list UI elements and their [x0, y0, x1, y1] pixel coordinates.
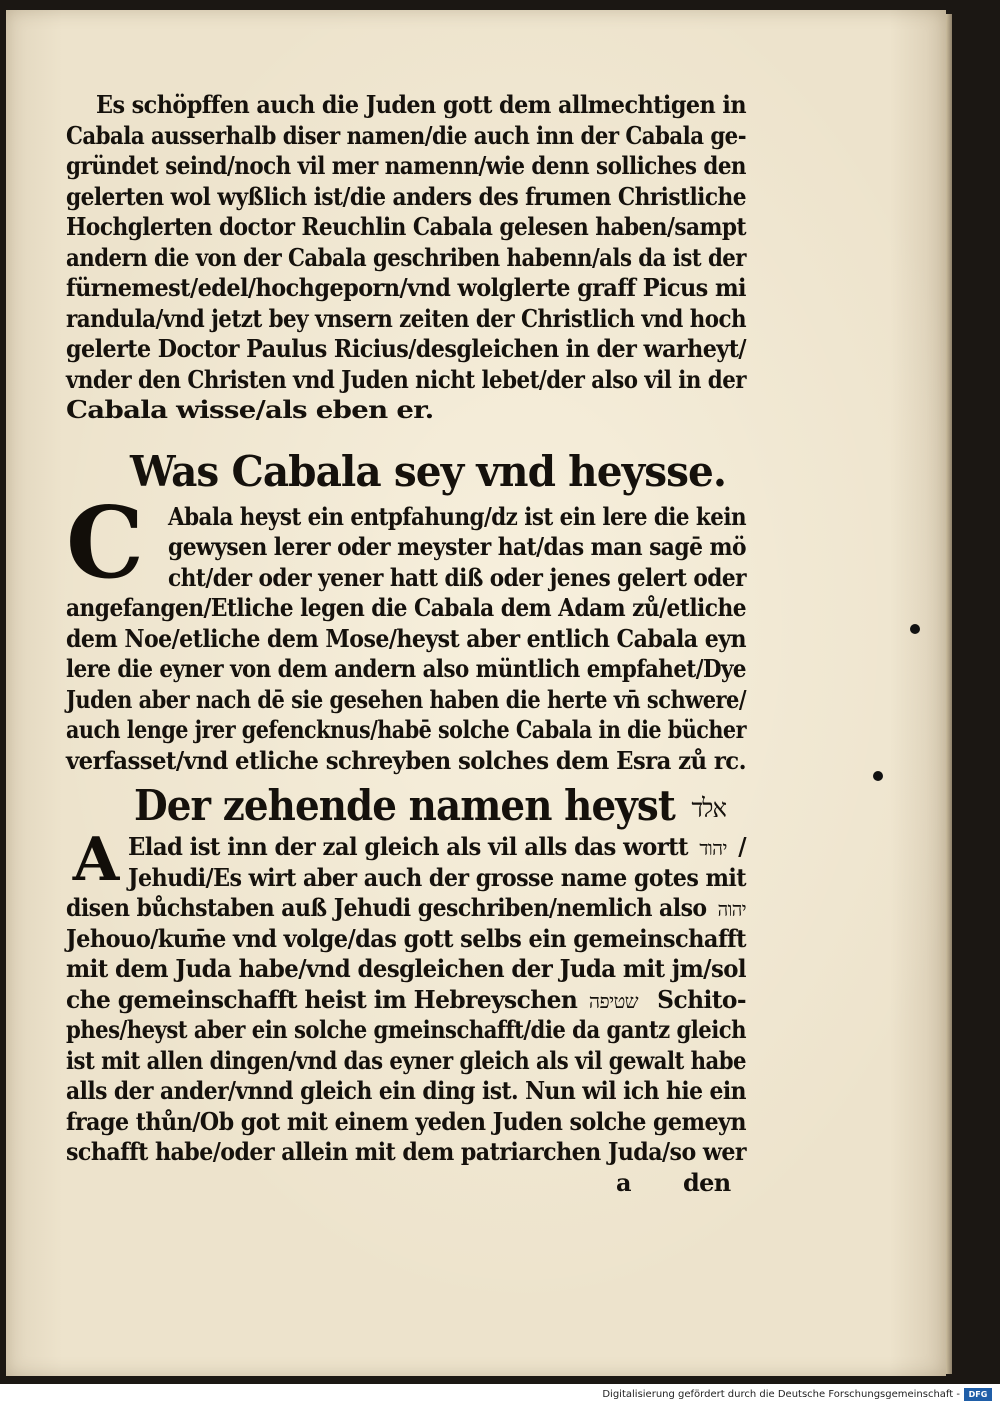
dropcap-c: C	[66, 485, 144, 601]
text-line: dem Noe/etliche dem Mose/heyst aber entlich Cabala eyn	[66, 623, 746, 653]
line-text: disen bůchstaben auß Jehudi geschriben/nemlich also	[66, 893, 707, 922]
line-text: phes/heyst aber ein solche gmeinschafft/die da gantz gleich	[66, 1015, 746, 1044]
text-line: randula/vnd jetzt bey vnsern zeiten der Christlich vnd hoch	[66, 303, 746, 333]
text-line: Juden aber nach dē sie gesehen haben die herte vn̄ schwere/	[66, 684, 746, 714]
heading-hebrew-word: אלד	[691, 794, 726, 824]
line-text: che gemeinschafft heist im Hebreyschen	[66, 984, 578, 1014]
text-line: verfasset/vnd etliche schreyben solches dem Esra zů rc.	[66, 745, 746, 775]
page-text	[66, 90, 746, 1198]
catchline	[66, 1168, 746, 1199]
text-line: gewysen lerer oder meyster hat/das man sagē mö	[168, 532, 746, 561]
hebrew-word: יהוה	[717, 897, 746, 921]
text-line: gelerte Doctor Paulus Ricius/desgleichen in der warheyt/	[66, 334, 746, 363]
paragraph-2	[66, 485, 746, 777]
dropcap-a: A	[72, 825, 120, 895]
line-text: ist mit allen dingen/vnd das eyner gleich als vil gewalt habe	[66, 1045, 746, 1075]
page-edge	[946, 14, 952, 1374]
text-line	[66, 985, 746, 1016]
text-line	[66, 893, 746, 924]
line-text: Jehouo/kum̄e vnd volge/das gott selbs ein gemeinschafft	[66, 923, 746, 953]
text-line: Abala heyst ein entpfahung/dz ist ein lere die kein	[168, 501, 746, 531]
line-text: Jehudi/Es wirt aber auch der grosse name gotes mit	[128, 862, 746, 892]
text-line: andern die von der Cabala geschriben habenn/als da ist der	[66, 242, 746, 272]
text-line: gründet seind/noch vil mer namenn/wie denn solliches den	[66, 151, 746, 180]
heading-zehende-text: Der zehende namen heyst	[134, 781, 675, 830]
text-line: Cabala ausserhalb diser namen/die auch inn der Cabala ge-	[66, 120, 746, 150]
paragraph-1	[66, 90, 746, 426]
line-text: Elad ist inn der zal gleich als vil alls das wortt	[128, 832, 688, 861]
text-line	[66, 954, 746, 985]
text-line	[66, 863, 746, 894]
line-text: alls der ander/vnnd gleich ein ding ist. Nun wil ich hie ein	[66, 1076, 746, 1105]
margin-ink-dot	[873, 771, 883, 781]
line-text: schafft habe/oder allein mit dem patriarchen Juda/so wer	[66, 1137, 746, 1166]
heading-was-cabala: Was Cabala sey vnd heysse.	[130, 446, 726, 496]
heading-zehende-namen	[66, 780, 746, 832]
text-line: fürnemest/edel/hochgeporn/vnd wolglerte graff Picus mi	[66, 273, 746, 302]
text-line: Hochglerten doctor Reuchlin Cabala gelesen haben/sampt	[66, 212, 746, 241]
margin-ink-dot	[910, 624, 920, 634]
paragraph-3	[66, 825, 746, 1168]
text-line: Cabala wisse/als eben er.	[66, 395, 434, 424]
text-line: Es schöpffen auch die Juden gott dem allmechtigen in	[96, 90, 746, 119]
text-line	[66, 1015, 746, 1046]
dfg-logo-icon: DFG	[964, 1388, 992, 1401]
catchword: den	[682, 1167, 731, 1197]
text-line: angefangen/Etliche legen die Cabala dem Adam zů/etliche	[66, 593, 746, 622]
text-line	[66, 832, 746, 863]
text-line: cht/der oder yener hatt diß oder jenes gelert oder	[168, 562, 746, 592]
line-text: frage thůn/Ob got mit einem yeden Juden solche gemeyn	[66, 1106, 746, 1136]
text-line: gelerten wol wyßlich ist/die anders des frumen Christliche	[66, 181, 746, 211]
text-line: auch lenge jrer gefencknus/habē solche Cabala in die bücher	[66, 715, 746, 744]
line-text: mit dem Juda habe/vnd desgleichen der Juda mit jm/sol	[66, 954, 746, 983]
text-line	[66, 1076, 746, 1107]
line-text-after: /	[738, 832, 746, 861]
text-line	[66, 1137, 746, 1168]
text-line	[66, 924, 746, 955]
text-line	[66, 1107, 746, 1138]
text-line: lere die eyner von dem andern also müntlich empfahet/Dye	[66, 654, 746, 683]
hebrew-word: שטיפה	[588, 988, 638, 1013]
text-line	[66, 1046, 746, 1077]
signature-mark: a	[616, 1167, 631, 1197]
line-text-after: Schito-	[649, 984, 746, 1014]
hebrew-word: יהוד	[699, 836, 727, 860]
footer-credit: Digitalisierung gefördert durch die Deutsche Forschungsgemeinschaft -	[602, 1389, 960, 1400]
text-line: vnder den Christen vnd Juden nicht lebet/der also vil in der	[66, 364, 746, 394]
